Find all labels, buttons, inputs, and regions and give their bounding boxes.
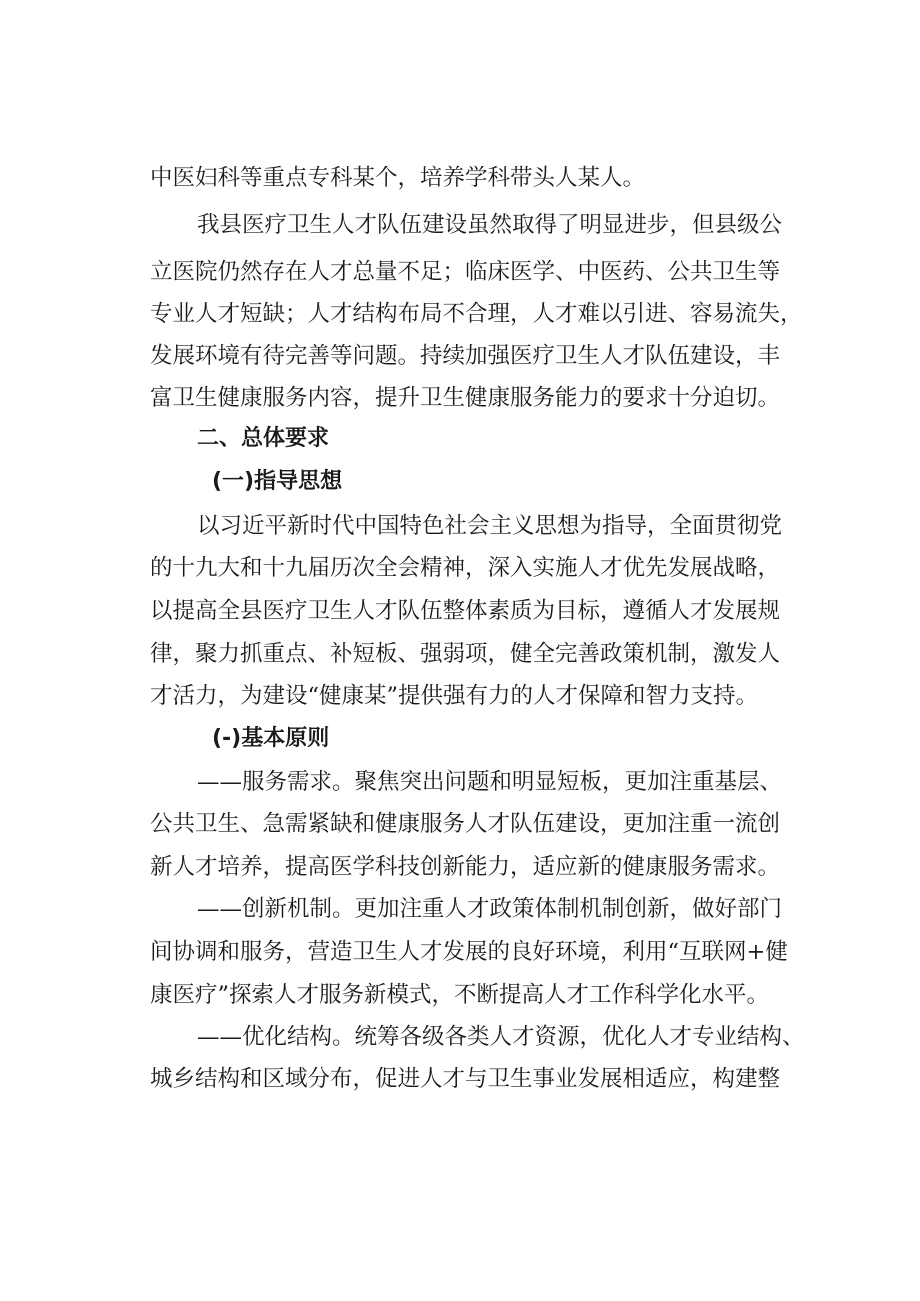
subsection-heading: (一)指导思想	[212, 469, 343, 494]
paragraph-line: 城乡结构和区域分布，促进人才与卫生事业发展相适应，构建整	[150, 1066, 781, 1092]
paragraph-line: 间协调和服务，营造卫生人才发展的良好环境，利用“互联网+健	[150, 939, 788, 965]
paragraph-line: 新人才培养，提高医学科技创新能力，适应新的健康服务需求。	[150, 854, 781, 880]
paragraph-line: 才活力，为建设“健康某”提供强有力的人才保障和智力支持。	[150, 683, 759, 709]
paragraph-line: 律，聚力抓重点、补短板、强弱项，健全完善政策机制，激发人	[150, 641, 781, 667]
paragraph-line: 的十九大和十九届历次全会精神，深入实施人才优先发展战略，	[150, 555, 781, 581]
paragraph-line: 以习近平新时代中国特色社会主义思想为指导，全面贯彻党	[197, 513, 783, 539]
paragraph-line: 中医妇科等重点专科某个，培养学科带头人某人。	[150, 165, 646, 191]
paragraph-line: 康医疗”探索人才服务新模式，不断提高人才工作科学化水平。	[150, 982, 770, 1008]
paragraph-line: 立医院仍然存在人才总量不足；临床医学、中医药、公共卫生等	[150, 259, 781, 285]
paragraph-line: ——服务需求。聚焦突出问题和明显短板，更加注重基层、	[197, 769, 783, 795]
paragraph-line: ——创新机制。更加注重人才政策体制机制创新，做好部门	[197, 896, 783, 922]
paragraph-line: 发展环境有待完善等问题。持续加强医疗卫生人才队伍建设，丰	[150, 343, 781, 369]
paragraph-line: 富卫生健康服务内容，提升卫生健康服务能力的要求十分迫切。	[150, 385, 781, 411]
paragraph-line: 我县医疗卫生人才队伍建设虽然取得了明显进步，但县级公	[197, 212, 783, 238]
paragraph-line: 公共卫生、急需紧缺和健康服务人才队伍建设，更加注重一流创	[150, 811, 781, 837]
paragraph-line: 专业人才短缺；人才结构布局不合理，人才难以引进、容易流失，	[150, 301, 803, 327]
subsection-heading: (-)基本原则	[212, 726, 330, 751]
paragraph-line: ——优化结构。统筹各级各类人才资源，优化人才专业结构、	[197, 1024, 805, 1050]
paragraph-line: 以提高全县医疗卫生人才队伍整体素质为目标，遵循人才发展规	[150, 598, 781, 624]
section-heading: 二、总体要求	[197, 426, 330, 451]
